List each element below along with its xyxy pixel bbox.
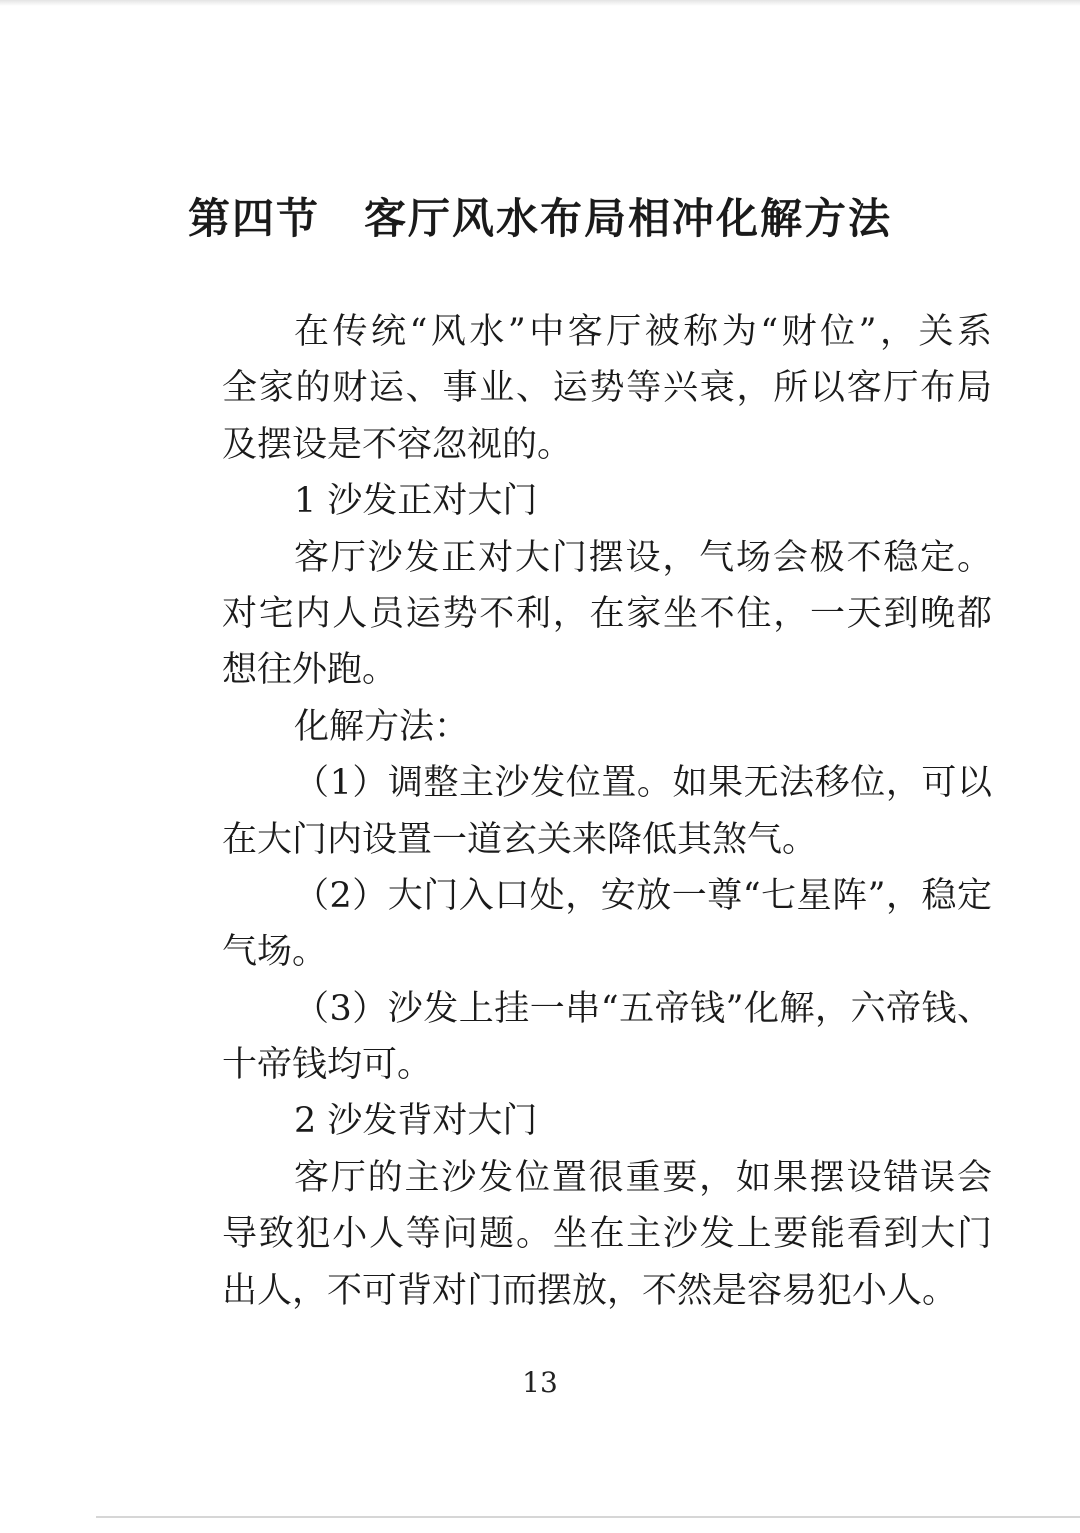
text-line: （2）大门入口处，安放一尊“七星阵”，稳定 xyxy=(294,875,992,916)
text-line: 全家的财运、事业、运势等兴衰，所以客厅布局 xyxy=(222,368,992,409)
subheading-sofa-facing-door: 1 沙发正对大门 xyxy=(294,481,538,522)
text-line: 对宅内人员运势不利，在家坐不住，一天到晚都 xyxy=(222,593,992,634)
text-line: 及摆设是不容忽视的。 xyxy=(222,424,573,465)
text-line: 导致犯小人等问题。坐在主沙发上要能看到大门 xyxy=(222,1214,992,1255)
text-line: （3）沙发上挂一串“五帝钱”化解，六帝钱、 xyxy=(294,988,992,1029)
subheading-sofa-back-to-door: 2 沙发背对大门 xyxy=(294,1101,538,1142)
text-line: 在传统“风水”中客厅被称为“财位”，关系 xyxy=(294,312,992,352)
scan-bottom-edge xyxy=(96,1516,1080,1518)
text-line: 出人，不可背对门而摆放，不然是容易犯小人。 xyxy=(222,1270,958,1311)
text-line: 想往外跑。 xyxy=(222,650,398,691)
text-line: 十帝钱均可。 xyxy=(222,1045,433,1086)
text-line: （1）调整主沙发位置。如果无法移位，可以 xyxy=(294,763,992,804)
subheading-remedy: 化解方法： xyxy=(294,706,470,747)
text-line: 在大门内设置一道玄关来降低其煞气。 xyxy=(222,819,818,860)
body-text xyxy=(222,304,992,1319)
text-line: 气场。 xyxy=(222,932,328,973)
text-line: 客厅的主沙发位置很重要，如果摆设错误会 xyxy=(294,1157,992,1198)
scan-top-edge xyxy=(0,0,1080,6)
page-number: 13 xyxy=(522,1366,558,1399)
text-line: 客厅沙发正对大门摆设，气场会极不稳定。 xyxy=(294,537,992,578)
page-title: 第四节 客厅风水布局相冲化解方法 xyxy=(187,194,892,243)
